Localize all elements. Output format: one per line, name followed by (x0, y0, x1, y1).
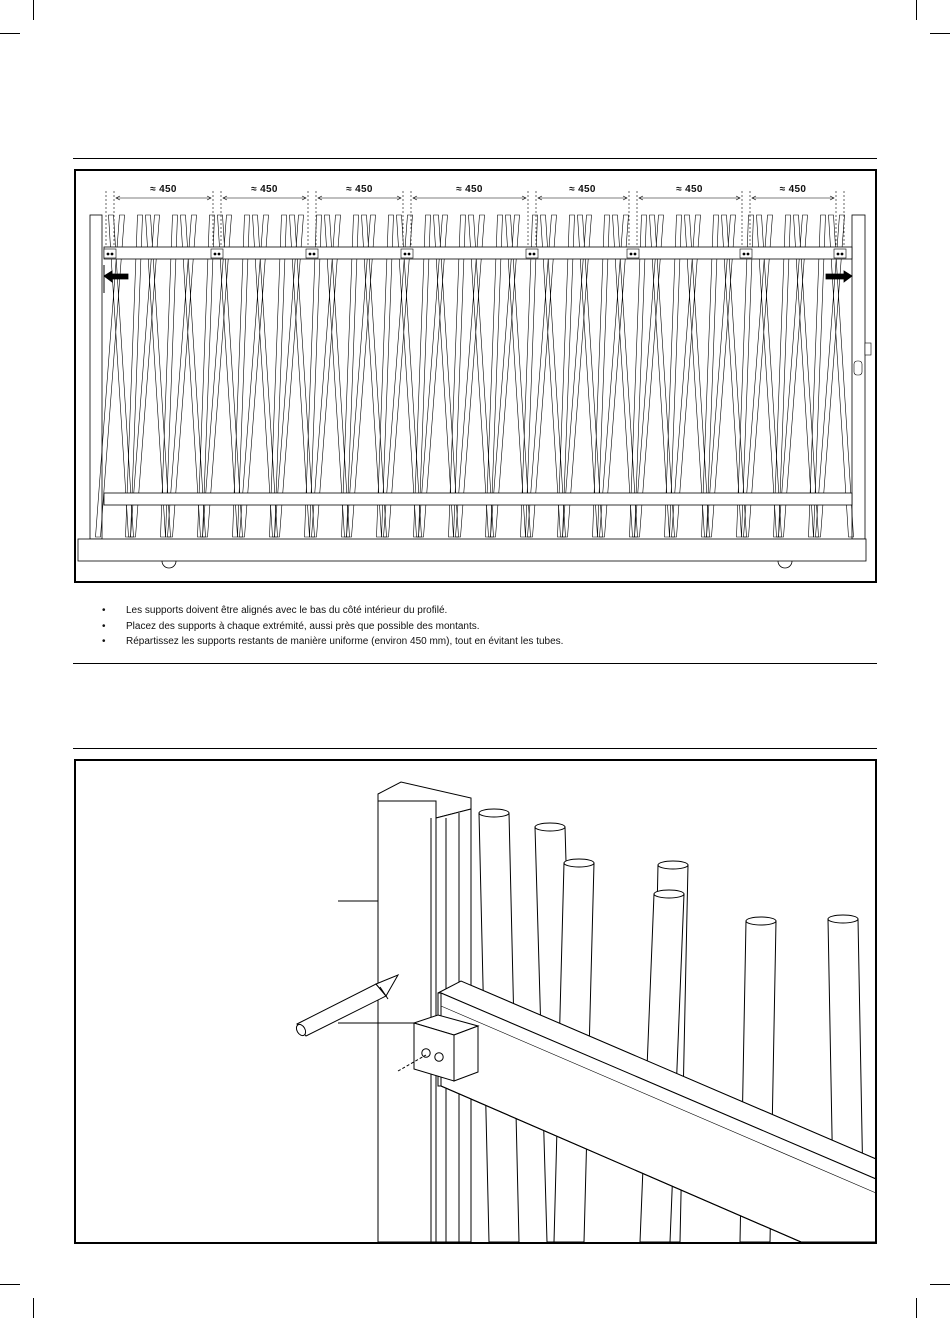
bracket-hole (111, 253, 113, 255)
wheel (778, 561, 792, 568)
section-rule (73, 663, 877, 664)
bracket-hole (743, 253, 745, 255)
bracket-detail-figure (74, 759, 877, 1244)
left-post (90, 215, 102, 539)
fence-tube (737, 215, 754, 537)
bracket-hole (837, 253, 839, 255)
bottom-rail (104, 493, 852, 505)
fence-tube (809, 215, 826, 537)
crop-mark (916, 1298, 917, 1318)
bracket (401, 249, 413, 258)
fence-tube (600, 215, 629, 537)
bracket-hole (107, 253, 109, 255)
fence-tube (233, 215, 250, 537)
bracket (526, 249, 538, 258)
bracket-hole (630, 253, 632, 255)
fence-tube (456, 215, 485, 537)
spacing-label: ≈ 450 (676, 184, 703, 195)
instruction-list (100, 603, 563, 650)
bracket-icon (414, 1015, 478, 1081)
bracket-hole (408, 253, 410, 255)
crop-mark (0, 1284, 20, 1285)
spacing-label: ≈ 450 (346, 184, 373, 195)
tube-top (535, 823, 565, 831)
instruction-item: • Les supports doivent être alignés avec le bas du côté intérieur du profilé. (100, 603, 563, 619)
latch (854, 361, 862, 375)
bracket-hole (533, 253, 535, 255)
fence-tube (707, 215, 736, 537)
fence-tube (275, 215, 304, 537)
bracket-hole (214, 253, 216, 255)
bracket (740, 249, 752, 258)
fence-tube (161, 215, 178, 537)
fence-tube (377, 215, 394, 537)
bracket (306, 249, 318, 258)
tube-top (658, 861, 688, 869)
bracket-hole (634, 253, 636, 255)
tube-top (479, 809, 509, 817)
fence-tube (521, 215, 538, 537)
tube-top (654, 890, 684, 898)
hinge (865, 343, 871, 355)
tube-top (828, 915, 858, 923)
spacing-label: ≈ 450 (251, 184, 278, 195)
fence-tube (491, 215, 520, 537)
section-rule (73, 158, 877, 159)
bracket-hole (313, 253, 315, 255)
fence-tube (779, 215, 808, 537)
fence-tube (305, 215, 322, 537)
bracket-hole (747, 253, 749, 255)
fence-tube (240, 215, 269, 537)
fence-elevation-drawing (76, 171, 875, 581)
right-post (852, 215, 865, 539)
spacing-label: ≈ 450 (456, 184, 483, 195)
fence-tube (203, 215, 232, 537)
fence-tube (635, 215, 664, 537)
bracket (104, 249, 116, 258)
bracket-hole (404, 253, 406, 255)
arrow-right-icon (826, 271, 852, 282)
crop-mark (33, 0, 34, 20)
fence-tube (672, 215, 701, 537)
fence-tube (312, 215, 341, 537)
wheel (162, 561, 176, 568)
fence-tube (563, 215, 592, 537)
spacing-label: ≈ 450 (150, 184, 177, 195)
bracket (627, 249, 639, 258)
fence-tube (384, 215, 413, 537)
fence-tube (168, 215, 197, 537)
arrow-left-icon (104, 271, 128, 282)
bracket-hole (218, 253, 220, 255)
fence-drawing (78, 191, 871, 568)
fence-tube (528, 215, 557, 537)
spacing-label: ≈ 450 (569, 184, 596, 195)
section-rule (73, 748, 877, 749)
fence-tube (593, 215, 610, 537)
instruction-item: • Placez des supports à chaque extrémité, aussi près que possible des montants. (100, 619, 563, 635)
bracket-hole (309, 253, 311, 255)
fence-tube (816, 215, 845, 537)
crop-mark (930, 1284, 950, 1285)
fence-tubes (96, 215, 854, 537)
tube-top (564, 859, 594, 867)
bracket-hole (841, 253, 843, 255)
fence-tube (347, 215, 376, 537)
crop-mark (930, 33, 950, 34)
tube-top (746, 917, 776, 925)
bracket (834, 249, 846, 258)
base-beam (78, 539, 866, 561)
fence-tube (131, 215, 160, 537)
spacing-label: ≈ 450 (779, 184, 807, 195)
crop-mark (916, 0, 917, 20)
fence-elevation-figure (74, 169, 877, 583)
fence-tube (449, 215, 466, 537)
fence-tube (665, 215, 682, 537)
crop-mark (33, 1298, 34, 1318)
crop-mark (0, 33, 20, 34)
fence-tube (744, 215, 773, 537)
bracket-detail-drawing (76, 761, 875, 1242)
instruction-item: • Répartissez les supports restants de manière uniforme (environ 450 mm), tout en évitant les tubes. (100, 634, 563, 650)
bracket (211, 249, 223, 258)
bracket-hole (529, 253, 531, 255)
fence-tube (419, 215, 448, 537)
